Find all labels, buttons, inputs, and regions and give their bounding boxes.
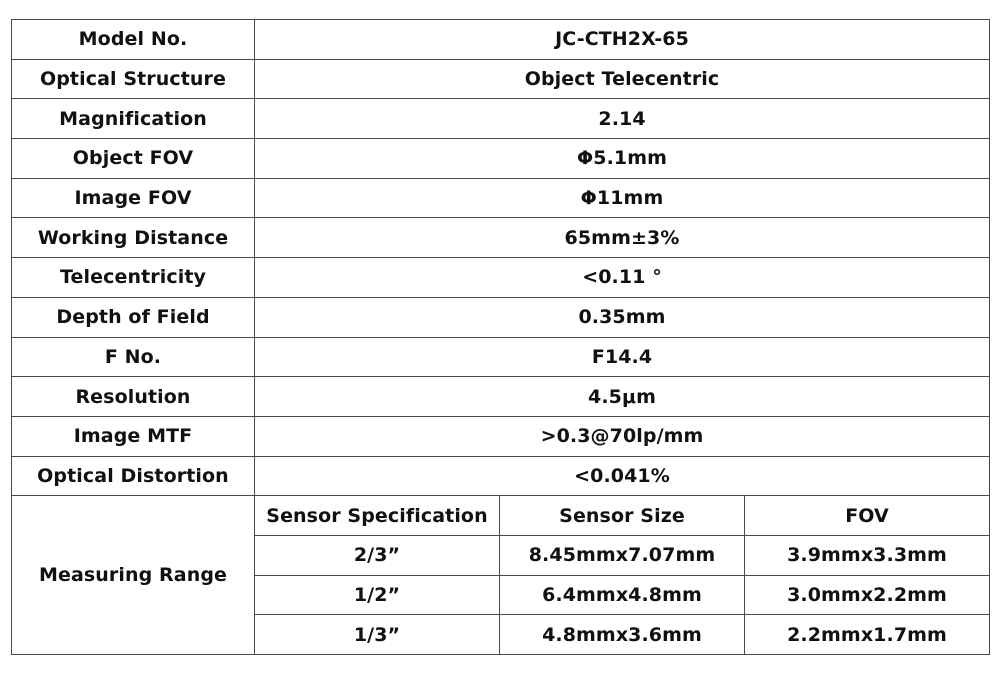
- column-header-sensor-spec: Sensor Specification: [255, 496, 500, 536]
- spec-label: Working Distance: [12, 218, 255, 258]
- sensor-spec-cell: 1/2”: [255, 575, 500, 615]
- spec-value: Φ11mm: [255, 178, 990, 218]
- spec-value: 65mm±3%: [255, 218, 990, 258]
- spec-row-f-no: [12, 337, 990, 377]
- spec-label: Optical Distortion: [12, 456, 255, 496]
- spec-value: >0.3@70lp/mm: [255, 416, 990, 456]
- spec-label: F No.: [12, 337, 255, 377]
- spec-row-magnification: [12, 99, 990, 139]
- spec-row-optical-structure: [12, 59, 990, 99]
- spec-label: Magnification: [12, 99, 255, 139]
- spec-label: Image FOV: [12, 178, 255, 218]
- sensor-size-cell: 4.8mmx3.6mm: [500, 615, 745, 655]
- spec-value: 2.14: [255, 99, 990, 139]
- measuring-range-header-row: [12, 496, 990, 536]
- fov-cell: 2.2mmx1.7mm: [745, 615, 990, 655]
- spec-value: JC-CTH2X-65: [255, 20, 990, 60]
- spec-label: Telecentricity: [12, 258, 255, 298]
- column-header-fov: FOV: [745, 496, 990, 536]
- spec-label: Resolution: [12, 377, 255, 417]
- sensor-spec-cell: 2/3”: [255, 535, 500, 575]
- spec-row-optical-distortion: [12, 456, 990, 496]
- spec-value: <0.11 °: [255, 258, 990, 298]
- spec-row-telecentricity: [12, 258, 990, 298]
- spec-row-working-distance: [12, 218, 990, 258]
- spec-value: Object Telecentric: [255, 59, 990, 99]
- spec-value: 4.5μm: [255, 377, 990, 417]
- spec-row-model-no: [12, 20, 990, 60]
- spec-row-object-fov: [12, 139, 990, 179]
- sensor-size-cell: 8.45mmx7.07mm: [500, 535, 745, 575]
- fov-cell: 3.0mmx2.2mm: [745, 575, 990, 615]
- spec-row-depth-of-field: [12, 297, 990, 337]
- measuring-range-label: Measuring Range: [12, 496, 255, 655]
- spec-label: Image MTF: [12, 416, 255, 456]
- fov-cell: 3.9mmx3.3mm: [745, 535, 990, 575]
- spec-value: F14.4: [255, 337, 990, 377]
- spec-value: Φ5.1mm: [255, 139, 990, 179]
- spec-table: [11, 19, 990, 655]
- spec-value: 0.35mm: [255, 297, 990, 337]
- spec-label: Depth of Field: [12, 297, 255, 337]
- column-header-sensor-size: Sensor Size: [500, 496, 745, 536]
- spec-label: Object FOV: [12, 139, 255, 179]
- sensor-spec-cell: 1/3”: [255, 615, 500, 655]
- spec-row-resolution: [12, 377, 990, 417]
- spec-label: Model No.: [12, 20, 255, 60]
- spec-row-image-mtf: [12, 416, 990, 456]
- sensor-size-cell: 6.4mmx4.8mm: [500, 575, 745, 615]
- spec-row-image-fov: [12, 178, 990, 218]
- spec-label: Optical Structure: [12, 59, 255, 99]
- spec-value: <0.041%: [255, 456, 990, 496]
